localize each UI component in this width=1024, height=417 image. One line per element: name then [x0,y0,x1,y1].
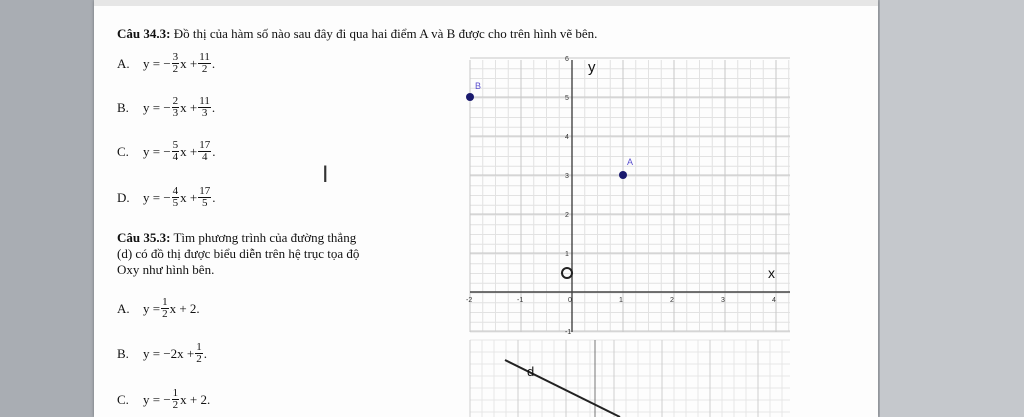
numerator: 1 [172,387,179,399]
option-label: B. [117,345,129,361]
denominator: 5 [202,197,208,209]
option-prefix: y = −2x + [143,345,195,361]
numerator: 11 [199,51,210,63]
option-end: . [211,99,216,115]
y-tick-label: 1 [565,251,569,258]
option-label: A. [117,300,130,316]
option-mid: x + [180,143,198,159]
y-tick-label: 4 [565,134,569,141]
option-prefix: y = [143,300,161,316]
x-tick-label: 3 [721,297,725,304]
x-tick-label: 0 [568,297,572,304]
option-suffix: x + 2. [180,391,211,407]
option-prefix: y = − [143,189,171,205]
numerator: 2 [172,95,179,107]
numerator: 17 [199,139,211,151]
option-label: C. [117,391,129,407]
denominator: 2 [172,399,179,411]
denominator: 2 [201,63,208,75]
y-tick-label: 6 [565,56,569,63]
option-end: . [212,143,216,159]
denominator: 3 [201,107,208,119]
option-end: . [212,189,216,205]
option-label: A. [117,55,130,71]
point-a [619,171,627,179]
point-b [466,93,474,101]
denominator: 2 [162,308,168,320]
question-35-line-3: Oxy như hình bên. [117,262,215,277]
x-tick-label: -2 [466,297,473,304]
option-prefix: y = − [143,55,171,71]
question-34-text: Đồ thị của hàm số nào sau đây đi qua hai điểm A và B được cho trên hình vẽ bên. [173,26,598,41]
question-35-line-1: Tìm phương trình của đường thẳng [173,230,357,245]
denominator: 4 [202,151,208,163]
option-mid: x + [180,189,198,205]
numerator: 5 [172,139,179,151]
text-cursor-icon: I [322,163,329,188]
numerator: 17 [199,185,211,197]
option-label: C. [117,143,129,159]
denominator: 3 [172,107,179,119]
x-tick-label: -1 [517,297,524,304]
option-suffix: x + 2. [169,300,200,316]
option-prefix: y = − [143,143,171,159]
denominator: 4 [172,151,179,163]
denominator: 2 [196,353,202,365]
option-prefix: y = − [143,99,171,115]
point-a-label: A [627,157,634,167]
point-b-label: B [475,81,482,91]
denominator: 5 [172,197,179,209]
numerator: 1 [162,296,168,308]
question-35-line-2: (d) có đồ thị được biểu diễn trên hệ trục tọa độ [117,246,360,261]
y-tick-label: 5 [565,95,569,102]
option-prefix: y = − [143,391,171,407]
option-mid: x + [180,55,198,71]
option-label: B. [117,99,129,115]
question-34-number: Câu 34.3: [117,26,171,41]
denominator: 2 [172,63,179,75]
line-d-label: d [527,364,535,379]
numerator: 3 [172,51,179,63]
x-tick-label: 4 [772,297,776,304]
numerator: 11 [199,95,210,107]
x-axis-label: x [768,265,775,281]
option-suffix: . [203,345,207,361]
y-tick-label: -1 [565,329,572,336]
x-tick-label: 1 [619,297,623,304]
option-mid: x + [180,99,198,115]
option-label: D. [117,189,130,205]
x-tick-label: 2 [670,297,674,304]
question-35-number: Câu 35.3: [117,230,171,245]
y-tick-label: 2 [565,212,569,219]
y-axis-label: y [588,59,596,76]
numerator: 4 [172,185,179,197]
y-tick-label: 3 [565,173,569,180]
option-end: . [211,55,216,71]
numerator: 1 [196,341,202,353]
